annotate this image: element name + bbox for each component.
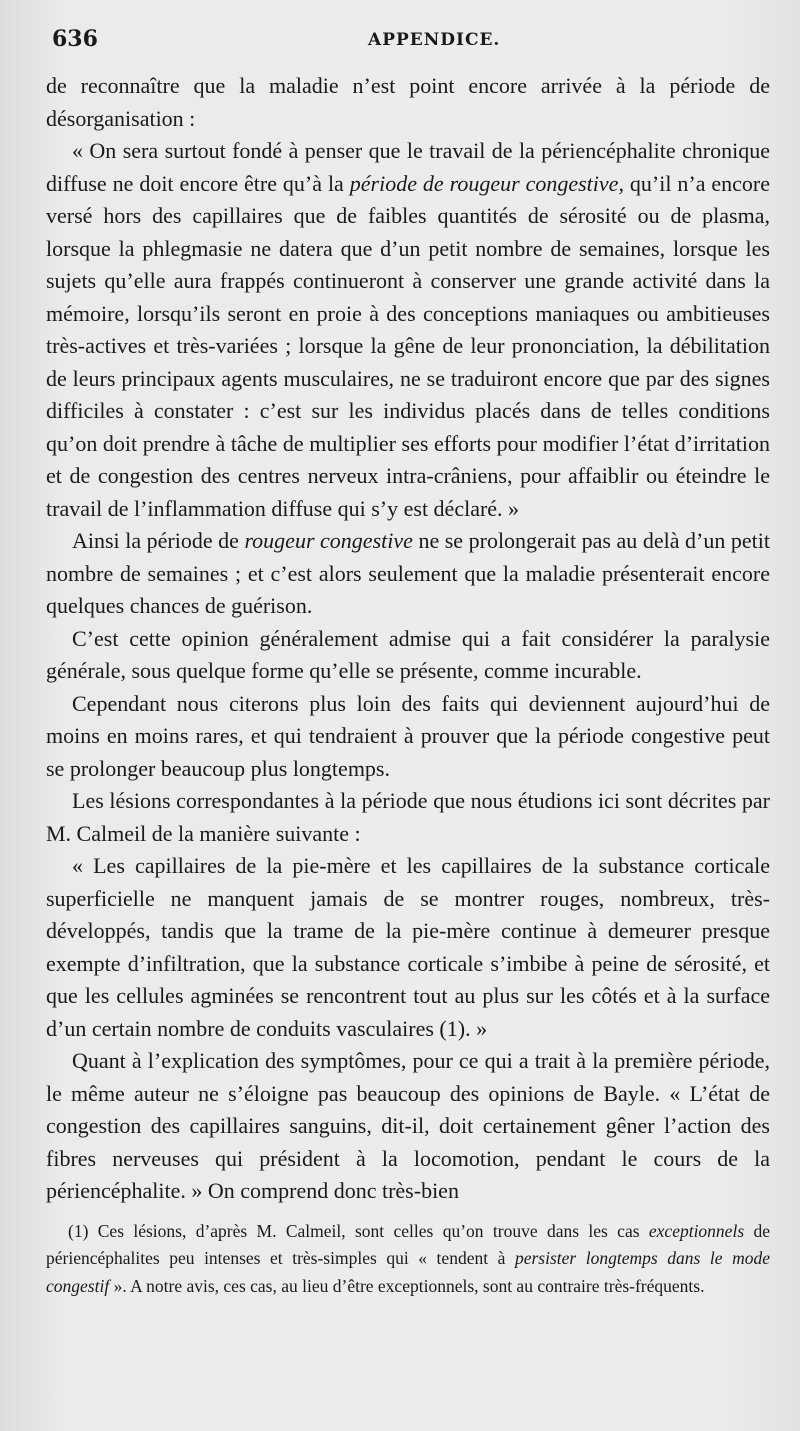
page-number: 636 xyxy=(52,26,98,52)
running-head xyxy=(46,22,770,60)
paragraph-4: C’est cette opinion généralement admise qui a fait considérer la paralysie générale, sous quelque forme qu’elle se présente, comme incurable. xyxy=(46,625,770,683)
paragraph-3: Ainsi la période de rougeur congestive ne se prolongerait pas au delà d’un petit nombre de semaines ; et c’est alors seulement que la maladie présenterait encore quelques chances de guérison. xyxy=(46,528,770,618)
footnotes xyxy=(46,1218,770,1301)
paragraph-5: Cependant nous citerons plus loin des faits qui deviennent aujourd’hui de moins en moins rares, et qui tendraient à prouver que la période congestive peut se prolonger beaucoup plus longtemps. xyxy=(46,690,770,781)
running-title: APPENDICE. xyxy=(368,30,501,50)
italic-term: rougeur congestive xyxy=(244,528,413,553)
paragraph-7-quote: « Les capillaires de la pie-mère et les capillaires de la substance corticale superficielle ne manquent jamais de se montrer rouges, nombreux, très-développés, tandis que la trame de la pie-mère continue à demeurer presque exempte d’infiltration, que la substance corticale s’imbibe à peine de sérosité, et que les cellules agminées se rencontrent tout au plus sur les côtés et à la surface d’un certain nombre de conduits vasculaires (1). » xyxy=(46,853,770,1041)
paragraph-1: de reconnaître que la maladie n’est point encore arrivée à la période de désorganisation : xyxy=(46,73,770,131)
paragraph-6: Les lésions correspondantes à la période que nous étudions ici sont décrites par M. Calmeil de la manière suivante : xyxy=(46,788,770,846)
italic-term: période de rougeur congestive xyxy=(349,170,619,196)
footnote-1: (1) Ces lésions, d’après M. Calmeil, sont celles qu’on trouve dans les cas exceptionnels de périencéphalites peu intenses et très-simples qui « tendent à persister longtemps dans le mode congestif ». A notre avis, ces cas, au lieu d’être exceptionnels, sont au contraire très-fréquents. xyxy=(46,1220,770,1296)
paragraph-8: Quant à l’explication des symptômes, pour ce qui a trait à la première période, le même auteur ne s’éloigne pas beaucoup des opinions de Bayle. « L’état de congestion des capillaires sanguins, dit-il, doit certainement gêner l’action des fibres nerveuses qui président à la locomotion, pendant le cours de la périencéphalite. » On comprend donc très-bien xyxy=(46,1048,770,1203)
paragraph-2-quote: « On sera surtout fondé à penser que le travail de la périencéphalite chronique diffuse ne doit encore être qu’à la période de rougeur congestive, qu’il n’a encore versé hors des capillaires que de faibles quantités de sérosité ou de plasma, lorsque la phlegmasie ne datera que d’un petit nombre de semaines, lorsque les sujets qu’elle aura frappés continueront à conserver une grande activité dans la mémoire, lorsqu’ils seront en proie à des conceptions maniaques ou ambitieuses très-actives et très-variées ; lorsque la gêne de leur prononciation, la débilitation de leurs principaux agents musculaires, ne se traduiront encore que par des signes difficiles à constater : c’est sur les individus placés dans de telles conditions qu’on doit prendre à tâche de multiplier ses efforts pour modifier l’état d’irritation et de congestion des centres nerveux intra-crâniens, pour affaiblir ou éteindre le travail de l’inflammation diffuse qui s’y est déclaré. » xyxy=(46,138,771,521)
main-text xyxy=(46,70,770,1208)
